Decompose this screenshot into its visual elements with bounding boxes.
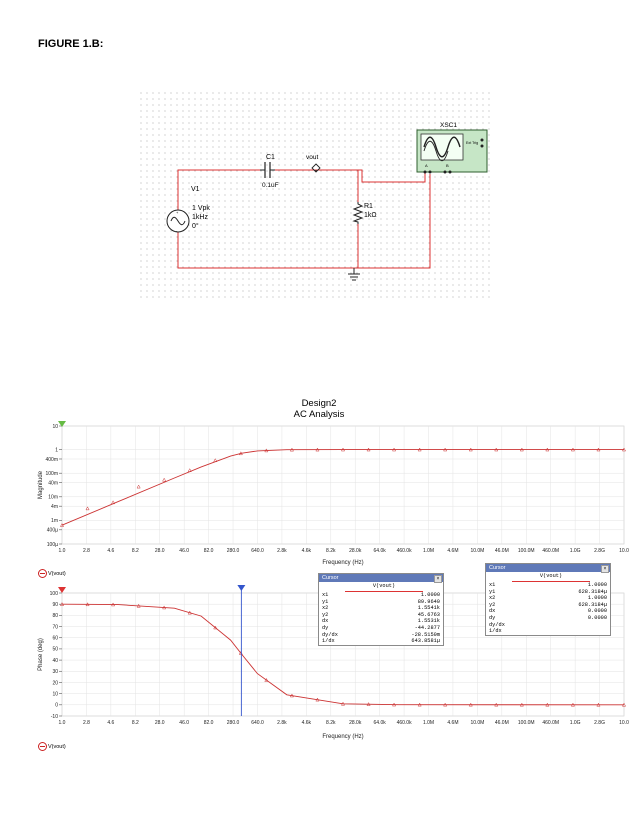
cursor-row-label: dy/dx <box>489 621 505 628</box>
x-tick-label: 10.0 <box>619 720 629 726</box>
resistor-value: 1kΩ <box>364 212 377 219</box>
cursor-1-handle-icon[interactable] <box>58 587 66 593</box>
x-tick-label: 8.2k <box>326 720 336 726</box>
cursor-row-label: dx <box>489 608 496 615</box>
magnitude-legend[interactable] <box>38 569 66 578</box>
trace-marker-icon <box>38 569 47 578</box>
close-icon[interactable]: × <box>601 565 609 573</box>
probe-label: vout <box>306 154 319 161</box>
y-tick-label: 100m <box>45 471 58 477</box>
cursor-row-dx <box>319 618 443 625</box>
cursor-window-phase[interactable] <box>318 573 444 646</box>
resistor-ref: R1 <box>364 203 373 210</box>
x-tick-label: 10.0 <box>619 548 629 554</box>
x-tick-label: 64.0k <box>373 548 386 554</box>
x-tick-label: 1.0M <box>422 720 435 726</box>
y-tick-label: 10m <box>48 494 58 501</box>
phase-legend[interactable] <box>38 742 66 751</box>
cursor-row-label: x1 <box>489 582 496 588</box>
cursor-row-1-dx <box>319 638 443 645</box>
cursor-row-value: 1.0000 <box>587 582 607 588</box>
cursor-row-value: 628.3184µ <box>578 588 607 595</box>
source-amplitude: 1 Vpk <box>192 205 210 212</box>
svg-text:+: + <box>176 210 179 215</box>
cursor-row-value: 1.5531k <box>417 618 440 625</box>
x-tick-label: 280.0 <box>226 548 240 554</box>
x-tick-label: 460.0k <box>396 548 412 554</box>
x-tick-label: 4.6k <box>301 720 312 726</box>
y-tick-label: 80 <box>52 613 58 620</box>
x-tick-label: 2.8 <box>82 548 90 554</box>
x-tick-label: 100.0M <box>517 548 535 554</box>
cursor-row-label: x2 <box>489 595 496 602</box>
cursor-window-title: Cursor <box>489 565 506 571</box>
cursor-row-value: -44.2877 <box>414 624 440 631</box>
y-tick-label: 70 <box>52 624 58 631</box>
cursor-row-value: 1.5541k <box>417 605 440 612</box>
cursor-row-value: 89.9640 <box>417 598 440 605</box>
cursor-window-title-bar[interactable] <box>486 564 610 572</box>
x-tick-label: 2.8k <box>277 720 287 726</box>
ext-trig-label: Ext Trig <box>466 141 479 145</box>
cursor-row-x1 <box>319 592 443 599</box>
x-tick-label: 640.0 <box>251 720 264 726</box>
analysis-title: Design2 <box>301 398 337 409</box>
cursor-row-value: 45.6763 <box>417 611 440 618</box>
cursor-column-header: V(vout) <box>345 582 423 592</box>
y-tick-label: 40m <box>48 480 58 487</box>
cursor-row-label: y1 <box>322 598 329 605</box>
close-icon[interactable]: × <box>434 575 442 583</box>
capacitor-ref: C1 <box>266 154 275 161</box>
x-tick-label: 4.6 <box>107 720 115 726</box>
cursor-window-title-bar[interactable] <box>319 574 443 582</box>
cursor-row-label: dx <box>322 618 329 625</box>
x-tick-label: 46.0M <box>494 548 509 554</box>
x-tick-label: 1.0M <box>422 548 435 554</box>
x-tick-label: 640.0 <box>251 548 264 554</box>
x-axis-label: Frequency (Hz) <box>322 734 364 740</box>
y-tick-label: 30 <box>52 669 58 676</box>
x-tick-label: 8.2 <box>131 548 139 554</box>
cursor-row-label: 1/dx <box>322 638 335 645</box>
y-tick-label: 1m <box>51 518 58 525</box>
channel-b-label: B <box>446 163 449 168</box>
cursor-row-dy-dx <box>486 622 610 629</box>
cursor-row-label: dy <box>322 624 329 631</box>
source-phase: 0° <box>192 223 199 230</box>
y-tick-label: 100µ <box>46 541 58 548</box>
y-tick-label: 4m <box>51 503 58 510</box>
source-ref: V1 <box>191 186 200 193</box>
y-tick-label: 0 <box>55 702 58 709</box>
cursor-row-y1 <box>486 589 610 596</box>
x-axis-label: Frequency (Hz) <box>322 560 364 566</box>
cursor-row-y2 <box>486 602 610 609</box>
cursor-window-magnitude[interactable] <box>485 563 611 636</box>
source-frequency: 1kHz <box>192 214 208 221</box>
cursor-2-handle-icon[interactable] <box>237 585 245 591</box>
x-tick-label: 1.0 <box>58 720 66 726</box>
magnitude-legend-label: V(vout) <box>48 570 66 577</box>
y-axis-label: Magnitude <box>38 470 44 500</box>
cursor-row-x2 <box>486 595 610 602</box>
cursor-rows <box>486 582 610 635</box>
x-tick-label: 460.0M <box>542 720 560 726</box>
cursor-row-label: y1 <box>489 588 496 595</box>
cursor-row-label: x1 <box>322 592 329 598</box>
x-tick-label: 82.0 <box>203 548 214 554</box>
x-tick-label: 46.0 <box>179 720 190 726</box>
cursor-row-value: 1.0000 <box>420 592 440 598</box>
phase-legend-label: V(vout) <box>48 743 66 750</box>
channel-a-label: A <box>425 163 428 168</box>
cursor-row-dy <box>319 625 443 632</box>
cursor-row-value: 628.3184µ <box>578 601 607 608</box>
x-tick-label: 8.2 <box>131 720 139 726</box>
cursor-row-value: 0.0000 <box>587 614 607 621</box>
x-tick-label: 28.0 <box>154 720 165 726</box>
cursor-row-y2 <box>319 612 443 619</box>
capacitor-value: 0.1uF <box>262 182 279 189</box>
y-axis-label: Phase (deg) <box>38 638 44 671</box>
x-tick-label: 2.8G <box>594 548 605 554</box>
x-tick-label: 1.0G <box>569 720 581 726</box>
cursor-row-value: 1.0000 <box>587 595 607 602</box>
cursor-row-dy-dx <box>319 632 443 639</box>
y-tick-label: -10 <box>50 713 58 720</box>
cursor-row-dy <box>486 615 610 622</box>
cursor-window-title: Cursor <box>322 575 339 581</box>
x-tick-label: 8.2k <box>326 548 336 554</box>
x-tick-label: 2.8G <box>594 720 605 726</box>
x-tick-label: 28.0 <box>154 548 165 554</box>
x-tick-label: 280.0 <box>226 720 240 726</box>
y-tick-label: 400m <box>45 456 58 463</box>
y-tick-label: 40 <box>52 657 58 664</box>
cursor-row-x2 <box>319 605 443 612</box>
data-point-marker <box>137 485 140 488</box>
x-tick-label: 1.0 <box>58 548 66 554</box>
series-line-vout <box>62 450 624 526</box>
cursor-row-label: dy <box>489 614 496 621</box>
x-tick-label: 2.8 <box>82 720 90 726</box>
y-tick-label: 1 <box>55 447 58 454</box>
x-tick-label: 82.0 <box>203 720 214 726</box>
plot-frame <box>62 426 624 544</box>
cursor-row-label: y2 <box>489 601 496 608</box>
x-tick-label: 46.0 <box>179 548 190 554</box>
x-tick-label: 46.0M <box>494 720 509 726</box>
x-tick-label: 460.0M <box>542 548 560 554</box>
cursor-row-x1 <box>486 582 610 589</box>
cursor-row-1-dx <box>486 628 610 635</box>
x-tick-label: 4.6k <box>301 548 312 554</box>
x-tick-label: 64.0k <box>373 720 386 726</box>
y-tick-label: 20 <box>52 680 58 687</box>
cursor-row-label: 1/dx <box>489 628 502 635</box>
y-tick-label: 60 <box>52 635 58 642</box>
analysis-subtitle: AC Analysis <box>293 409 345 420</box>
y-tick-label: 50 <box>52 646 58 653</box>
x-tick-label: 460.0k <box>396 720 412 726</box>
cursor-rows <box>319 592 443 645</box>
oscilloscope-name: XSC1 <box>440 122 457 129</box>
cursor-row-label: dy/dx <box>322 631 338 638</box>
data-point-marker <box>163 478 166 481</box>
y-tick-label: 10 <box>52 423 58 430</box>
cursor-row-dx <box>486 608 610 615</box>
x-tick-label: 10.0M <box>470 720 485 726</box>
x-tick-label: 1.0G <box>569 548 581 554</box>
x-tick-label: 100.0M <box>517 720 535 726</box>
y-tick-label: 100 <box>49 590 58 597</box>
cursor-row-label: x2 <box>322 605 329 612</box>
x-tick-label: 28.0k <box>349 548 362 554</box>
trace-marker-icon <box>38 742 47 751</box>
y-tick-label: 10 <box>52 691 58 698</box>
x-tick-label: 28.0k <box>349 720 362 726</box>
cursor-row-y1 <box>319 599 443 606</box>
svg-text:-: - <box>176 228 178 233</box>
cursor-row-value: 643.8581µ <box>411 638 440 645</box>
figure-label: FIGURE 1.B: <box>38 38 104 50</box>
x-tick-label: 2.8k <box>277 548 287 554</box>
y-tick-label: 90 <box>52 601 58 608</box>
x-tick-label: 4.6M <box>447 548 459 554</box>
x-tick-label: 4.6M <box>447 720 459 726</box>
x-tick-label: 10.0M <box>470 548 485 554</box>
cursor-row-value: -28.5150m <box>411 631 440 638</box>
cursor-row-label: y2 <box>322 611 329 618</box>
cursor-row-value: 0.0000 <box>587 608 607 615</box>
cursor-column-header: V(vout) <box>512 572 590 582</box>
x-tick-label: 4.6 <box>107 548 115 554</box>
y-tick-label: 400µ <box>46 527 58 534</box>
